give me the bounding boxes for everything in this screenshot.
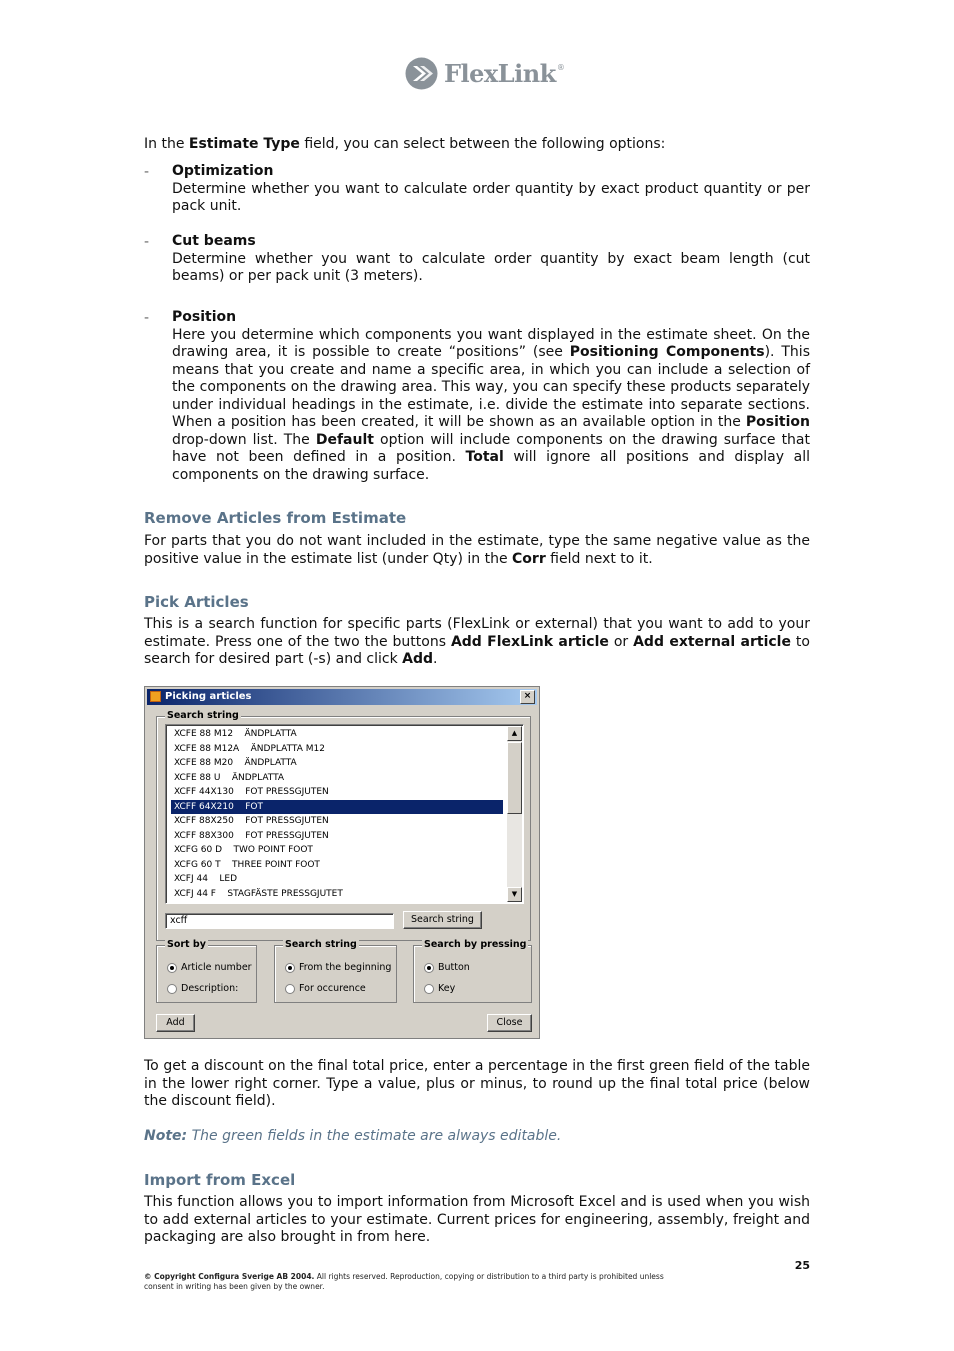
list-item[interactable]: XCFJ 44 F STAGFÄSTE PRESSGJUTET [174,888,343,899]
option-body: Here you determine which components you want displayed in the estimate sheet. On the drawing area, it is possible to create “positions” (see Positioning Components). This means that you create and name a specific area, in which you can include a selection of the components on the drawing area. This way, you can specify these products separately under individual headings in the estimate, i.e. divide the estimate into separate sections. When a position has been created, it will be shown as an available option in the Position drop-down list. The Default option will include components on the drawing surface that have not been defined in a position. Total will ignore all positions and display all components on the drawing surface. [172,326,811,483]
option-title: Cut beams [172,233,256,249]
remove-paragraph: For parts that you do not want included in the estimate, type the same negative value as the positive value in the estimate list (under Qty) in the Corr field next to it. [144,533,810,567]
bullet-dash: - [144,234,150,250]
sort-by-group [156,939,257,1003]
logo-text: FlexLink [444,58,556,88]
list-item[interactable]: XCFE 88 M12 ÄNDPLATTA [174,729,297,739]
radio-key[interactable]: Key [424,983,455,994]
close-icon[interactable]: × [520,690,535,704]
group-label: Search string [285,939,357,950]
radio-unchecked-icon [285,984,295,994]
note-text: The green fields in the estimate are always editable. [187,1128,562,1144]
group-label: Sort by [167,939,206,950]
radio-description[interactable]: Description: [167,983,238,994]
picking-articles-dialog [144,686,540,1039]
radio-button[interactable]: Button [424,962,470,973]
add-button[interactable]: Add [156,1014,195,1032]
scroll-up-icon[interactable]: ▲ [507,726,522,741]
radio-checked-icon [424,963,434,973]
bullet-dash: - [144,164,150,180]
option-body: Determine whether you want to calculate order quantity by exact beam length (cut beams) or per pack unit (3 meters). [172,250,810,284]
radio-checked-icon [285,963,295,973]
list-item[interactable]: XCFF 44X130 FOT PRESSGJUTEN [174,787,329,797]
list-item[interactable]: XCFF 88X300 FOT PRESSGJUTEN [174,830,329,841]
dialog-title: Picking articles [165,691,252,702]
list-item[interactable]: XCFE 88 M12A ÄNDPLATTA M12 [174,743,325,754]
scroll-down-icon[interactable]: ▼ [507,887,522,902]
list-item[interactable]: XCFG 60 T THREE POINT FOOT [174,859,320,870]
group-label: Search string [167,710,239,721]
option-optimization [172,163,810,216]
option-position [172,309,810,484]
flexlink-logo [405,56,565,90]
radio-unchecked-icon [424,984,434,994]
section-heading-remove: Remove Articles from Estimate [144,509,407,527]
bullet-dash: - [144,310,150,326]
radio-for-occurence[interactable]: For occurence [285,983,366,994]
list-item[interactable]: XCFG 60 D TWO POINT FOOT [174,845,313,855]
logo-registered-mark: ® [556,62,565,72]
radio-unchecked-icon [167,984,177,994]
list-item[interactable]: XCFE 88 U ÄNDPLATTA [174,772,285,783]
dialog-titlebar [147,689,537,705]
option-body: Determine whether you want to calculate order quantity by exact product quantity or per pack unit. [172,180,810,214]
note [144,1128,561,1144]
option-title: Position [172,309,237,325]
section-heading-pick: Pick Articles [144,593,249,611]
option-title: Optimization [172,163,274,179]
listbox-scrollbar[interactable] [507,726,522,902]
list-item[interactable]: XCFE 88 M20 ÄNDPLATTA [174,758,297,768]
copyright-footer: © Copyright Configura Sverige AB 2004. All rights reserved. Reproduction, copying or distribution to a third party is prohibited unless consent in writing has been given by the owner. [144,1272,664,1291]
intro-paragraph: In the Estimate Type field, you can select between the following options: [144,136,666,152]
list-item[interactable]: XCFJ 44 LED [174,874,238,884]
page-number: 25 [794,1259,810,1272]
radio-from-beginning[interactable]: From the beginning [285,962,391,973]
group-label: Search by pressing [424,939,527,950]
articles-listbox[interactable] [165,724,524,904]
radio-article-number[interactable]: Article number [167,962,252,973]
note-label: Note: [144,1128,188,1144]
section-heading-import: Import from Excel [144,1171,296,1189]
search-string-button[interactable]: Search string [403,911,482,929]
search-string-mode-group [274,939,397,1003]
close-button[interactable]: Close [487,1014,532,1032]
pick-paragraph: This is a search function for specific parts (FlexLink or external) that you want to add to your estimate. Press one of the two the buttons Add FlexLink article or Add external article to search for desired part (-s) and click Add. [144,616,810,667]
import-paragraph: This function allows you to import information from Microsoft Excel and is used when you wish to add external articles to your estimate. Current prices for engineering, assembly, freight and packaging are also brought in from here. [144,1194,810,1245]
search-input[interactable]: xcff [165,913,394,929]
option-cut-beams [172,233,810,286]
list-item-selected[interactable]: XCFF 64X210 FOT [171,800,503,815]
discount-paragraph: To get a discount on the final total price, enter a percentage in the first green field of the table in the lower right corner. Type a value, plus or minus, to round up the final total price (below the discount field). [144,1058,810,1109]
scroll-thumb[interactable] [507,742,522,814]
list-item[interactable]: XCFF 88X250 FOT PRESSGJUTEN [174,816,329,826]
radio-checked-icon [167,963,177,973]
app-icon [150,691,161,702]
flexlink-logo-icon [405,57,438,90]
search-by-pressing-group [413,939,532,1003]
